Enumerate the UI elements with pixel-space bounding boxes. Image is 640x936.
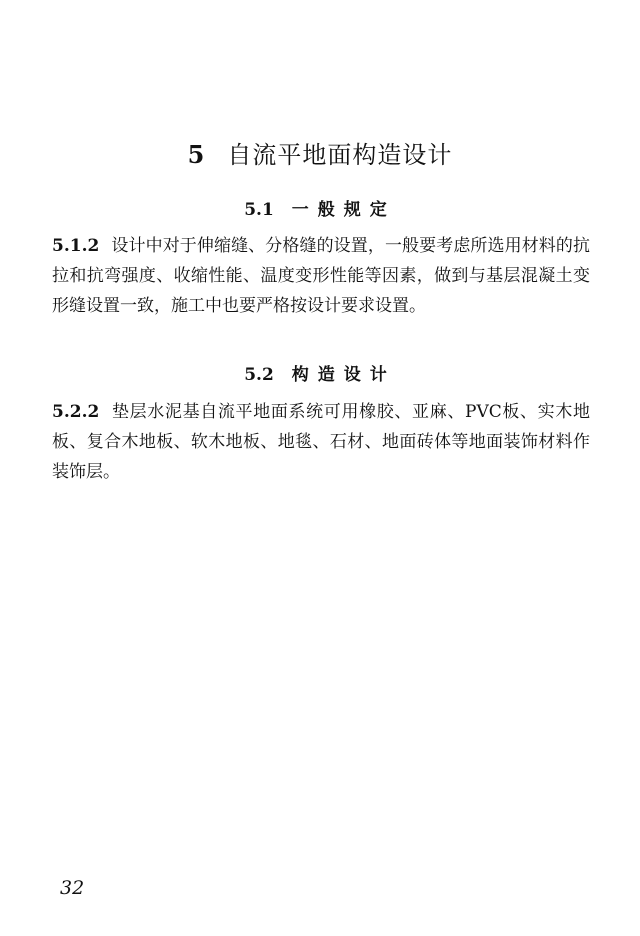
section-title-text: 构造设计 (291, 365, 396, 385)
clause-number: 5.2.2 (52, 402, 100, 422)
clause-paragraph (52, 397, 590, 487)
chapter-title (0, 140, 640, 170)
section-heading (0, 364, 640, 386)
section-title-text: 一般规定 (291, 200, 396, 220)
clause-number: 5.1.2 (52, 236, 100, 256)
page-number: 32 (60, 877, 85, 899)
chapter-title-text: 自流平地面构造设计 (227, 141, 453, 169)
clause-text: 设计中对于伸缩缝、分格缝的设置，一般要考虑所选用材料的抗拉和抗弯强度、收缩性能、温度变形性能等因素，做到与基层混凝土变形缝设置一致，施工中也要严格按设计要求设置。 (52, 236, 590, 316)
section-number: 5.1 (244, 200, 274, 220)
clause-text: 垫层水泥基自流平地面系统可用橡胶、亚麻、PVC板、实木地板、复合木地板、软木地板、地毯、石材、地面砖体等地面装饰材料作装饰层。 (52, 402, 590, 482)
section-heading (0, 199, 640, 221)
chapter-number: 5 (187, 140, 206, 169)
clause-paragraph (52, 231, 590, 321)
section-number: 5.2 (244, 365, 274, 385)
